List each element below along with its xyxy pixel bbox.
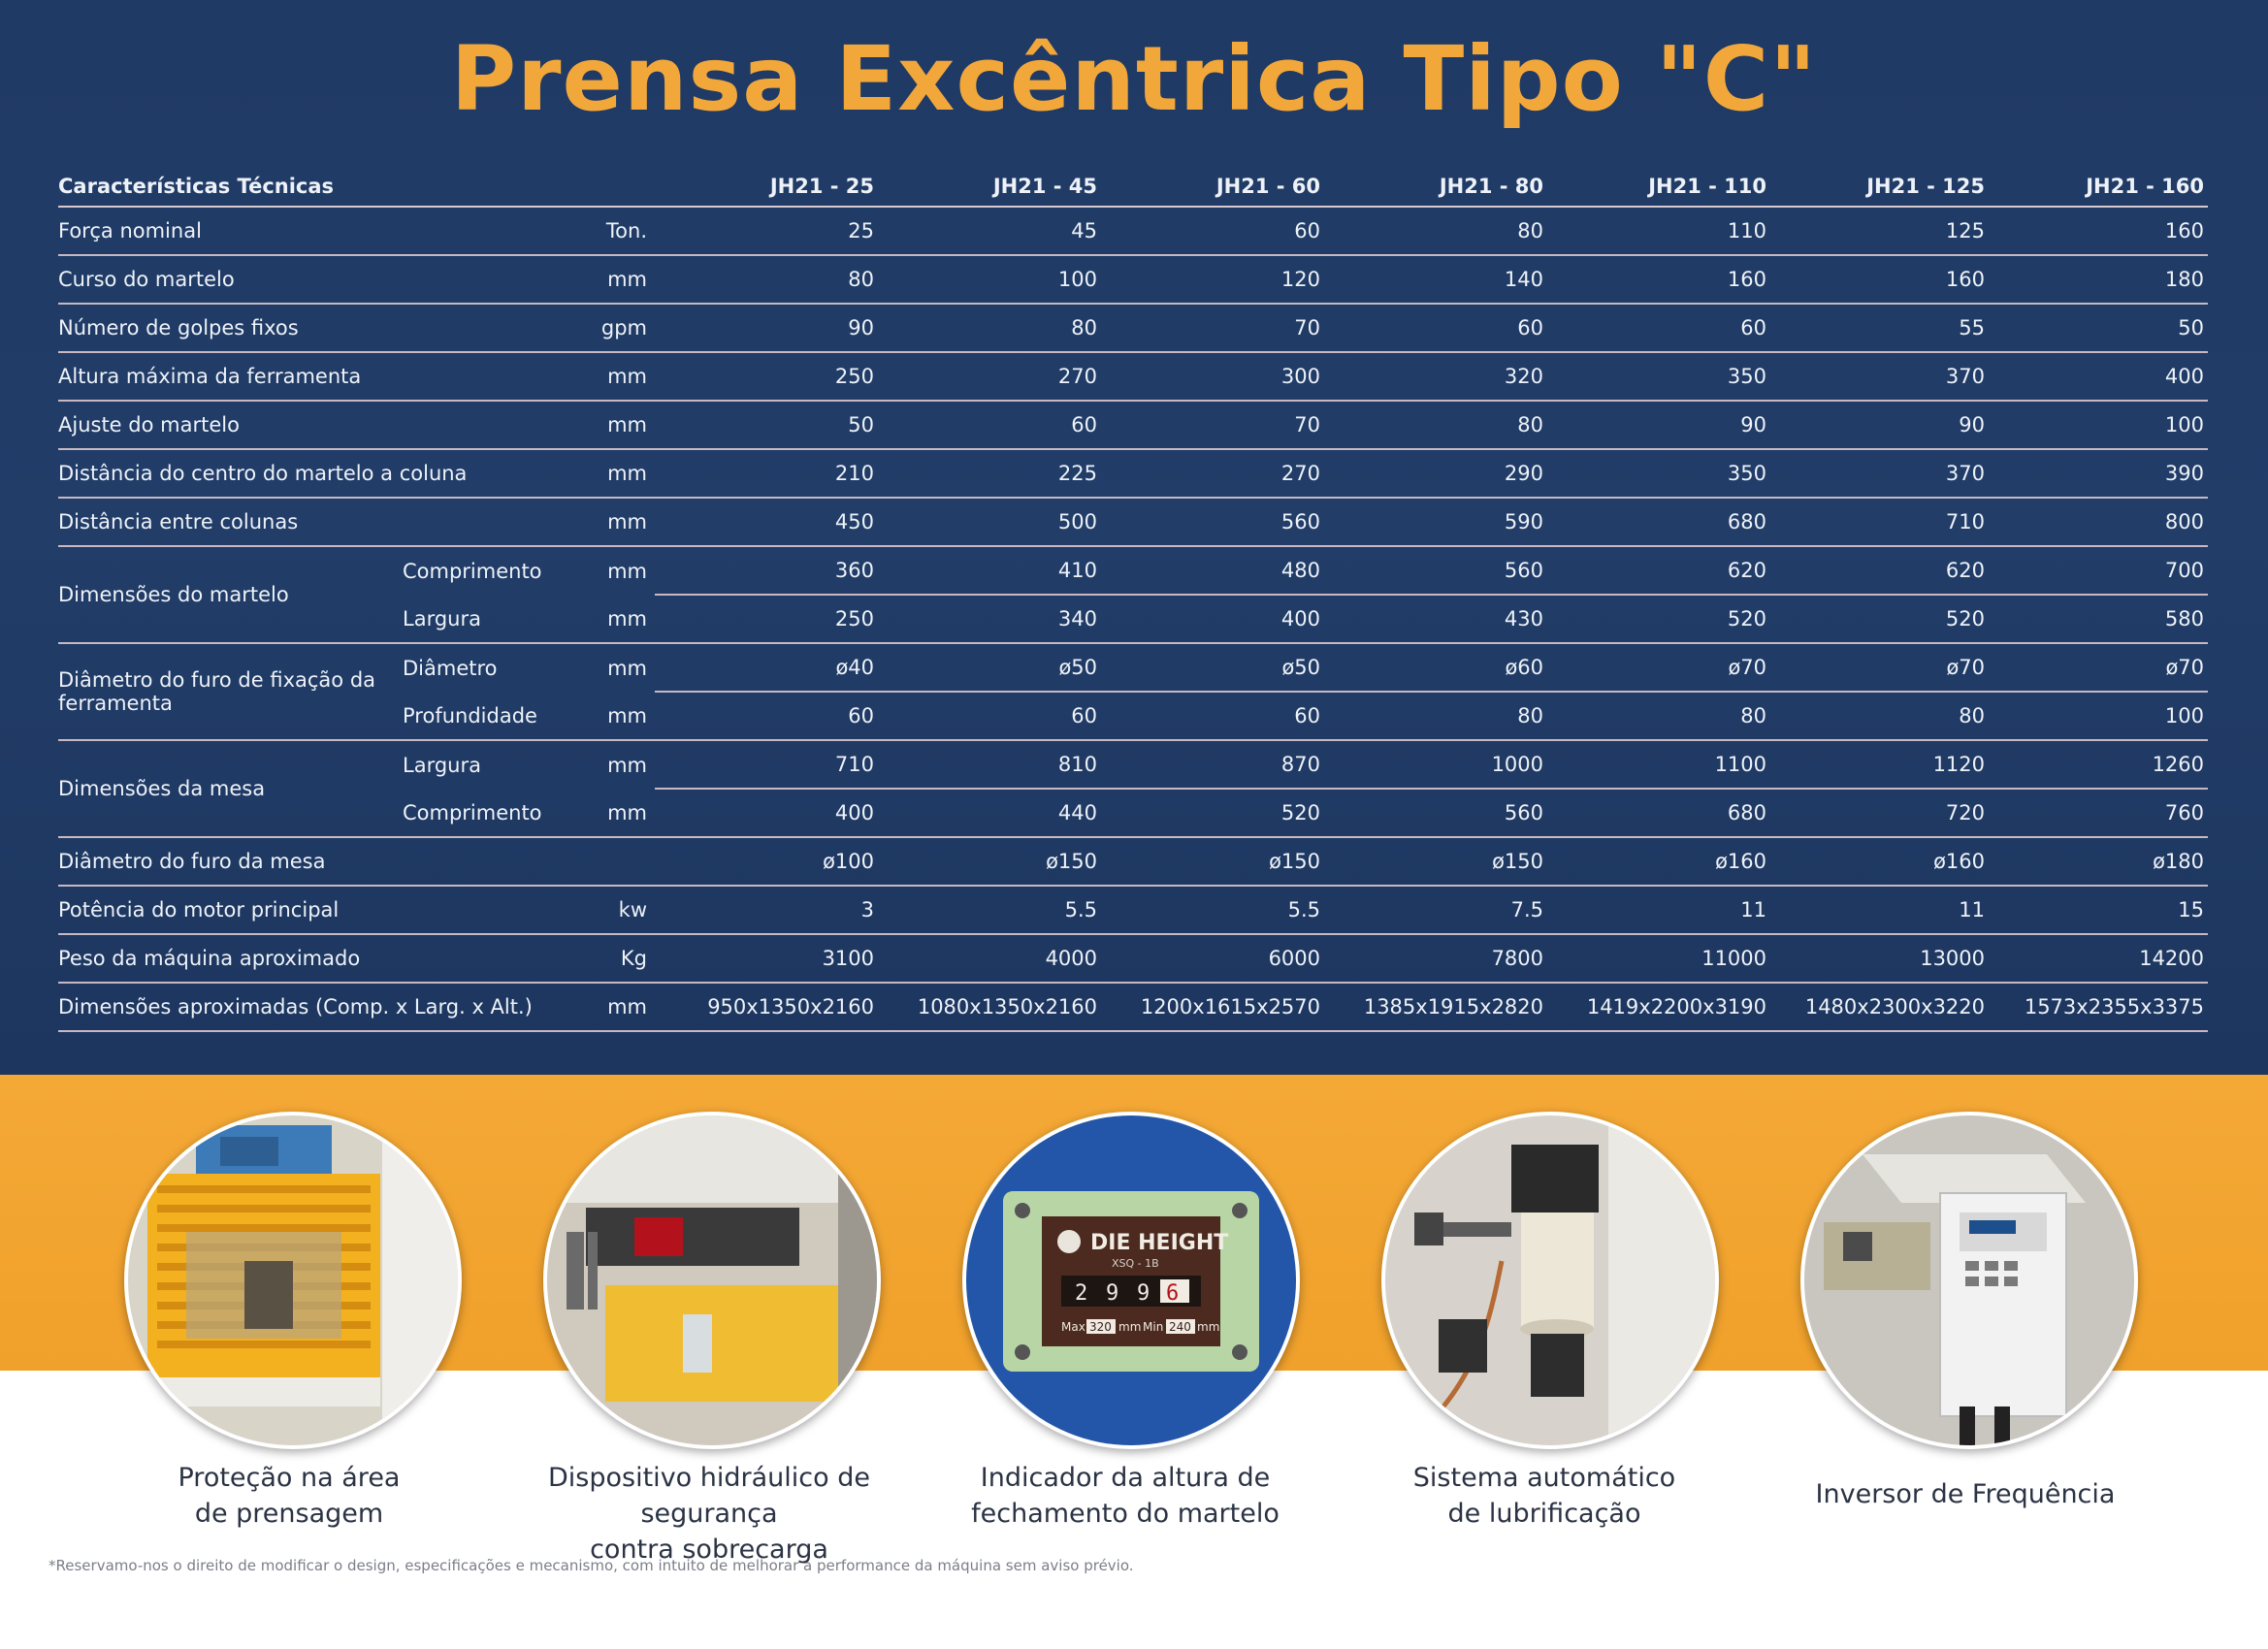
row-value: 680 bbox=[1547, 498, 1770, 546]
row-value: 80 bbox=[655, 255, 878, 304]
row-unit: mm bbox=[607, 656, 648, 680]
row-value: 520 bbox=[1101, 789, 1324, 837]
row-value: 450 bbox=[655, 498, 878, 546]
row-feature: Ajuste do martelo bbox=[58, 401, 577, 449]
row-value: ø150 bbox=[1101, 837, 1324, 886]
row-subfeature: Largura bbox=[403, 753, 481, 777]
die-digit-4: 6 bbox=[1166, 1281, 1180, 1306]
page-title: Prensa Excêntrica Tipo "C" bbox=[450, 27, 1818, 131]
table-row bbox=[58, 352, 2208, 401]
row-value: 440 bbox=[878, 789, 1101, 837]
safety-guard-icon bbox=[128, 1116, 458, 1445]
row-value: 70 bbox=[1101, 401, 1324, 449]
die-min-unit: mm bbox=[1197, 1320, 1220, 1334]
row-value: 560 bbox=[1324, 789, 1547, 837]
row-value: 50 bbox=[655, 401, 878, 449]
row-value: 760 bbox=[1989, 789, 2208, 837]
row-subfeature: Diâmetro bbox=[403, 656, 498, 680]
table-row bbox=[58, 255, 2208, 304]
row-value: 80 bbox=[1547, 692, 1770, 740]
table-row bbox=[58, 401, 2208, 449]
feature-caption-3 bbox=[902, 1460, 1348, 1532]
row-feature: Dimensões aproximadas (Comp. x Larg. x Alt.) bbox=[58, 983, 577, 1031]
row-value: 80 bbox=[878, 304, 1101, 352]
row-value: 225 bbox=[878, 449, 1101, 498]
row-unit: mm bbox=[577, 401, 655, 449]
row-value: 1385x1915x2820 bbox=[1324, 983, 1547, 1031]
table-row bbox=[58, 983, 2208, 1031]
lubrication-icon bbox=[1385, 1116, 1715, 1445]
row-value: 125 bbox=[1770, 207, 1989, 255]
die-height-model: XSQ - 1B bbox=[1112, 1257, 1159, 1270]
row-value: 1260 bbox=[1989, 740, 2208, 789]
row-feature: Número de golpes fixos bbox=[58, 304, 577, 352]
row-value: 5.5 bbox=[878, 886, 1101, 934]
row-value: ø40 bbox=[655, 643, 878, 692]
row-value: 710 bbox=[1770, 498, 1989, 546]
group-feature: Dimensões da mesa bbox=[58, 740, 403, 837]
row-value: 60 bbox=[655, 692, 878, 740]
table-row bbox=[58, 449, 2208, 498]
feature-1-line-2: de prensagem bbox=[194, 1499, 384, 1529]
row-value: 350 bbox=[1547, 352, 1770, 401]
row-value: ø50 bbox=[1101, 643, 1324, 692]
row-value: 60 bbox=[1324, 304, 1547, 352]
group-feature: Dimensões do martelo bbox=[58, 546, 403, 643]
row-value: 180 bbox=[1989, 255, 2208, 304]
row-value: ø70 bbox=[1989, 643, 2208, 692]
table-row bbox=[58, 837, 2208, 886]
row-value: 80 bbox=[1324, 401, 1547, 449]
row-value: 500 bbox=[878, 498, 1101, 546]
row-value: ø160 bbox=[1770, 837, 1989, 886]
row-unit: mm bbox=[607, 753, 648, 777]
row-value: 50 bbox=[1989, 304, 2208, 352]
model-header-3: JH21 - 60 bbox=[1101, 155, 1324, 207]
row-value: 620 bbox=[1547, 546, 1770, 595]
row-value: 80 bbox=[1324, 692, 1547, 740]
row-value: 55 bbox=[1770, 304, 1989, 352]
row-unit: Ton. bbox=[577, 207, 655, 255]
row-value: 11 bbox=[1547, 886, 1770, 934]
row-value: 80 bbox=[1770, 692, 1989, 740]
row-value: 270 bbox=[1101, 449, 1324, 498]
model-header-6: JH21 - 125 bbox=[1770, 155, 1989, 207]
row-value: 810 bbox=[878, 740, 1101, 789]
row-value: 60 bbox=[1101, 692, 1324, 740]
row-value: 15 bbox=[1989, 886, 2208, 934]
row-value: 140 bbox=[1324, 255, 1547, 304]
row-value: 680 bbox=[1547, 789, 1770, 837]
row-value: 90 bbox=[655, 304, 878, 352]
hydraulic-device-icon bbox=[547, 1116, 877, 1445]
row-value: 60 bbox=[878, 692, 1101, 740]
feature-caption-1 bbox=[66, 1460, 512, 1532]
die-min-value: 240 bbox=[1169, 1320, 1191, 1334]
model-header-4: JH21 - 80 bbox=[1324, 155, 1547, 207]
row-value: 100 bbox=[878, 255, 1101, 304]
die-height-label: DIE HEIGHT bbox=[1090, 1231, 1229, 1255]
row-unit: mm bbox=[577, 498, 655, 546]
row-value: 90 bbox=[1770, 401, 1989, 449]
lubrication-pump-photo bbox=[1381, 1112, 1719, 1449]
die-max-value: 320 bbox=[1089, 1320, 1112, 1334]
row-feature: Potência do motor principal bbox=[58, 886, 577, 934]
row-value: 320 bbox=[1324, 352, 1547, 401]
row-value: 300 bbox=[1101, 352, 1324, 401]
inverter-icon bbox=[1804, 1116, 2134, 1445]
feature-2-line-2: contra sobrecarga bbox=[590, 1535, 828, 1565]
table-row bbox=[58, 886, 2208, 934]
row-value: 430 bbox=[1324, 595, 1547, 643]
row-value: 800 bbox=[1989, 498, 2208, 546]
frequency-inverter-photo bbox=[1800, 1112, 2138, 1449]
table-row bbox=[58, 643, 2208, 692]
row-feature: Curso do martelo bbox=[58, 255, 577, 304]
row-value: 870 bbox=[1101, 740, 1324, 789]
row-value: 400 bbox=[1101, 595, 1324, 643]
row-value: 14200 bbox=[1989, 934, 2208, 983]
row-value: 7800 bbox=[1324, 934, 1547, 983]
row-value: 360 bbox=[655, 546, 878, 595]
row-unit: mm bbox=[577, 595, 655, 643]
row-value: 25 bbox=[655, 207, 878, 255]
row-unit bbox=[577, 837, 655, 886]
row-value: 580 bbox=[1989, 595, 2208, 643]
row-feature: Diâmetro do furo da mesa bbox=[58, 837, 577, 886]
row-value: 720 bbox=[1770, 789, 1989, 837]
row-value: 120 bbox=[1101, 255, 1324, 304]
row-value: ø60 bbox=[1324, 643, 1547, 692]
row-value: 100 bbox=[1989, 692, 2208, 740]
row-value: 520 bbox=[1547, 595, 1770, 643]
row-value: 60 bbox=[878, 401, 1101, 449]
feature-caption-2 bbox=[481, 1460, 937, 1568]
feature-3-line-2: fechamento do martelo bbox=[971, 1499, 1280, 1529]
row-value: 400 bbox=[655, 789, 878, 837]
row-unit: mm bbox=[607, 559, 648, 583]
row-value: ø100 bbox=[655, 837, 878, 886]
die-max-label: Max bbox=[1061, 1320, 1085, 1334]
die-max-unit: mm bbox=[1118, 1320, 1142, 1334]
table-row bbox=[58, 546, 2208, 595]
row-value: 3 bbox=[655, 886, 878, 934]
feature-2-line-1: Dispositivo hidráulico de segurança bbox=[548, 1463, 870, 1529]
die-digit-3: 9 bbox=[1137, 1281, 1150, 1306]
row-value: 560 bbox=[1101, 498, 1324, 546]
row-value: 1100 bbox=[1547, 740, 1770, 789]
row-value: 1080x1350x2160 bbox=[878, 983, 1101, 1031]
die-digit-1: 2 bbox=[1075, 1281, 1088, 1306]
row-feature: Peso da máquina aproximado bbox=[58, 934, 577, 983]
row-value: ø50 bbox=[878, 643, 1101, 692]
row-value: 290 bbox=[1324, 449, 1547, 498]
feature-4-line-1: Sistema automático bbox=[1412, 1463, 1676, 1493]
row-value: 520 bbox=[1770, 595, 1989, 643]
row-value: 160 bbox=[1770, 255, 1989, 304]
row-value: 620 bbox=[1770, 546, 1989, 595]
row-value: 7.5 bbox=[1324, 886, 1547, 934]
row-feature: Altura máxima da ferramenta bbox=[58, 352, 577, 401]
row-value: 560 bbox=[1324, 546, 1547, 595]
model-header-7: JH21 - 160 bbox=[1989, 155, 2208, 207]
row-value: 160 bbox=[1547, 255, 1770, 304]
die-height-indicator-photo bbox=[962, 1112, 1300, 1449]
row-value: 100 bbox=[1989, 401, 2208, 449]
row-value: 45 bbox=[878, 207, 1101, 255]
row-subfeature: Comprimento bbox=[403, 559, 542, 583]
feature-4-line-2: de lubrificação bbox=[1447, 1499, 1641, 1529]
row-value: 1419x2200x3190 bbox=[1547, 983, 1770, 1031]
row-value: 710 bbox=[655, 740, 878, 789]
row-value: 370 bbox=[1770, 352, 1989, 401]
row-value: 90 bbox=[1547, 401, 1770, 449]
group-feature: Diâmetro do furo de fixação da ferramenta bbox=[58, 643, 403, 740]
row-feature: Distância do centro do martelo a coluna bbox=[58, 449, 577, 498]
row-value: ø150 bbox=[1324, 837, 1547, 886]
row-value: 1200x1615x2570 bbox=[1101, 983, 1324, 1031]
row-value: 1000 bbox=[1324, 740, 1547, 789]
row-value: 11000 bbox=[1547, 934, 1770, 983]
table-row bbox=[58, 207, 2208, 255]
row-value: 340 bbox=[878, 595, 1101, 643]
row-unit: Kg bbox=[577, 934, 655, 983]
feature-caption-4 bbox=[1321, 1460, 1767, 1532]
row-value: ø70 bbox=[1547, 643, 1770, 692]
row-value: 250 bbox=[655, 595, 878, 643]
row-feature: Força nominal bbox=[58, 207, 577, 255]
spec-table bbox=[58, 155, 2208, 1032]
die-min-label: Min bbox=[1143, 1320, 1164, 1334]
hydraulic-overload-photo bbox=[543, 1112, 881, 1449]
row-value: 1120 bbox=[1770, 740, 1989, 789]
row-value: 590 bbox=[1324, 498, 1547, 546]
row-unit: mm bbox=[577, 692, 655, 740]
row-value: 160 bbox=[1989, 207, 2208, 255]
table-header-row bbox=[58, 155, 2208, 207]
die-digit-2: 9 bbox=[1106, 1281, 1119, 1306]
row-value: 270 bbox=[878, 352, 1101, 401]
row-value: 13000 bbox=[1770, 934, 1989, 983]
row-unit: kw bbox=[577, 886, 655, 934]
row-unit: mm bbox=[577, 983, 655, 1031]
safety-guard-photo bbox=[124, 1112, 462, 1449]
row-unit: mm bbox=[577, 352, 655, 401]
row-value: 400 bbox=[1989, 352, 2208, 401]
row-value: 1480x2300x3220 bbox=[1770, 983, 1989, 1031]
row-value: 390 bbox=[1989, 449, 2208, 498]
footnote: *Reservamo-nos o direito de modificar o design, especificações e mecanismo, com intuito de melhorar a performance da máquina sem aviso prévio. bbox=[49, 1557, 1134, 1574]
row-value: 6000 bbox=[1101, 934, 1324, 983]
row-unit: mm bbox=[577, 449, 655, 498]
model-header-1: JH21 - 25 bbox=[655, 155, 878, 207]
row-value: 480 bbox=[1101, 546, 1324, 595]
feature-1-line-1: Proteção na área bbox=[178, 1463, 401, 1493]
row-value: 80 bbox=[1324, 207, 1547, 255]
row-value: 11 bbox=[1770, 886, 1989, 934]
row-value: 60 bbox=[1101, 207, 1324, 255]
feature-5-line-1: Inversor de Frequência bbox=[1815, 1479, 2116, 1509]
table-row bbox=[58, 304, 2208, 352]
model-header-5: JH21 - 110 bbox=[1547, 155, 1770, 207]
header-caption: Características Técnicas bbox=[58, 155, 655, 207]
feature-3-line-1: Indicador da altura de bbox=[980, 1463, 1271, 1493]
row-unit: mm bbox=[577, 789, 655, 837]
table-row bbox=[58, 740, 2208, 789]
row-value: ø160 bbox=[1547, 837, 1770, 886]
row-value: 70 bbox=[1101, 304, 1324, 352]
row-value: 700 bbox=[1989, 546, 2208, 595]
row-subfeature: Comprimento bbox=[403, 789, 577, 837]
row-value: 410 bbox=[878, 546, 1101, 595]
row-value: ø150 bbox=[878, 837, 1101, 886]
row-value: 3100 bbox=[655, 934, 878, 983]
table-row bbox=[58, 934, 2208, 983]
die-height-icon bbox=[966, 1116, 1296, 1445]
row-subfeature: Largura bbox=[403, 595, 577, 643]
row-value: 350 bbox=[1547, 449, 1770, 498]
row-value: 370 bbox=[1770, 449, 1989, 498]
row-value: ø180 bbox=[1989, 837, 2208, 886]
row-value: ø70 bbox=[1770, 643, 1989, 692]
row-value: 950x1350x2160 bbox=[655, 983, 878, 1031]
row-value: 1573x2355x3375 bbox=[1989, 983, 2208, 1031]
row-unit: mm bbox=[577, 255, 655, 304]
row-feature: Distância entre colunas bbox=[58, 498, 577, 546]
row-value: 210 bbox=[655, 449, 878, 498]
row-value: 60 bbox=[1547, 304, 1770, 352]
row-unit: gpm bbox=[577, 304, 655, 352]
table-row bbox=[58, 498, 2208, 546]
row-value: 5.5 bbox=[1101, 886, 1324, 934]
row-value: 250 bbox=[655, 352, 878, 401]
row-value: 4000 bbox=[878, 934, 1101, 983]
row-subfeature: Profundidade bbox=[403, 692, 577, 740]
model-header-2: JH21 - 45 bbox=[878, 155, 1101, 207]
feature-caption-5 bbox=[1742, 1476, 2188, 1512]
row-value: 110 bbox=[1547, 207, 1770, 255]
